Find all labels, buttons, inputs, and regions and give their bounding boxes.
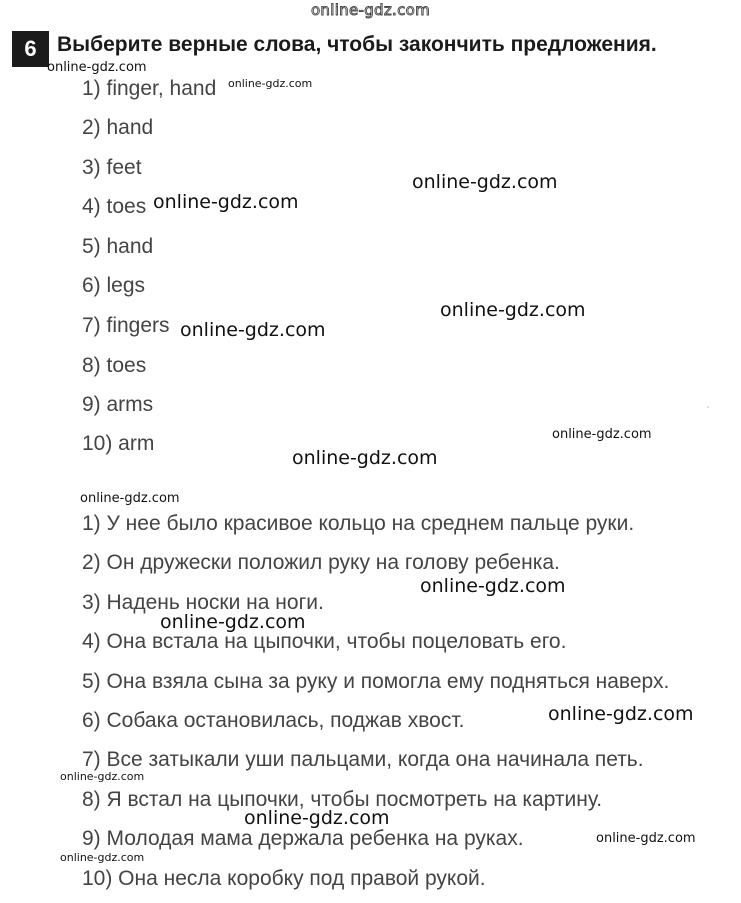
watermark: online-gdz.com [412, 171, 558, 193]
translation-item: 5) Она взяла сына за руку и помогла ему подняться наверх. [82, 670, 670, 693]
answer-item: 9) arms [82, 393, 154, 416]
watermark: online-gdz.com [47, 60, 147, 75]
translation-item: 9) Молодая мама держала ребенка на руках. [82, 827, 524, 850]
header-watermark: online-gdz.com [310, 1, 431, 19]
watermark: online-gdz.com [60, 770, 145, 783]
watermark: online-gdz.com [552, 427, 652, 442]
answer-item: 7) fingers [82, 314, 170, 337]
watermark: online-gdz.com [596, 831, 696, 846]
translation-item: 1) У нее было красивое кольцо на среднем пальце руки. [82, 512, 635, 535]
watermark: online-gdz.com [440, 299, 586, 321]
answer-item: 4) toes [82, 195, 147, 218]
translation-item: 6) Собака остановилась, поджав хвост. [82, 709, 465, 732]
answer-item: 6) legs [82, 274, 146, 297]
answer-item: 10) arm [82, 432, 155, 455]
translation-item: 8) Я встал на цыпочки, чтобы посмотреть на картину. [82, 788, 603, 811]
watermark: online-gdz.com [60, 851, 145, 864]
translation-item: 2) Он дружески положил руку на голову ребенка. [82, 551, 560, 574]
answer-item: 8) toes [82, 354, 147, 377]
watermark: online-gdz.com [180, 319, 326, 341]
translation-item: 10) Она несла коробку под правой рукой. [82, 867, 486, 890]
watermark: online-gdz.com [80, 491, 180, 506]
watermark: online-gdz.com [292, 447, 438, 469]
translation-item: 4) Она встала на цыпочки, чтобы поцеловать его. [82, 630, 567, 653]
watermark: online-gdz.com [420, 575, 566, 597]
answer-item: 2) hand [82, 116, 154, 139]
answer-item: 5) hand [82, 235, 154, 258]
scan-speck [707, 406, 709, 408]
task-title: Выберите верные слова, чтобы закончить предложения. [57, 33, 657, 56]
task-number-badge: 6 [12, 31, 49, 67]
watermark: online-gdz.com [228, 77, 313, 90]
watermark: online-gdz.com [160, 611, 306, 633]
watermark: online-gdz.com [548, 703, 694, 725]
translation-item: 7) Все затыкали уши пальцами, когда она начинала петь. [82, 748, 644, 771]
answer-item: 3) feet [82, 156, 142, 179]
watermark: online-gdz.com [153, 191, 299, 213]
watermark: online-gdz.com [244, 807, 390, 829]
answer-item: 1) finger, hand [82, 77, 217, 100]
translation-item: 3) Надень носки на ноги. [82, 591, 324, 614]
